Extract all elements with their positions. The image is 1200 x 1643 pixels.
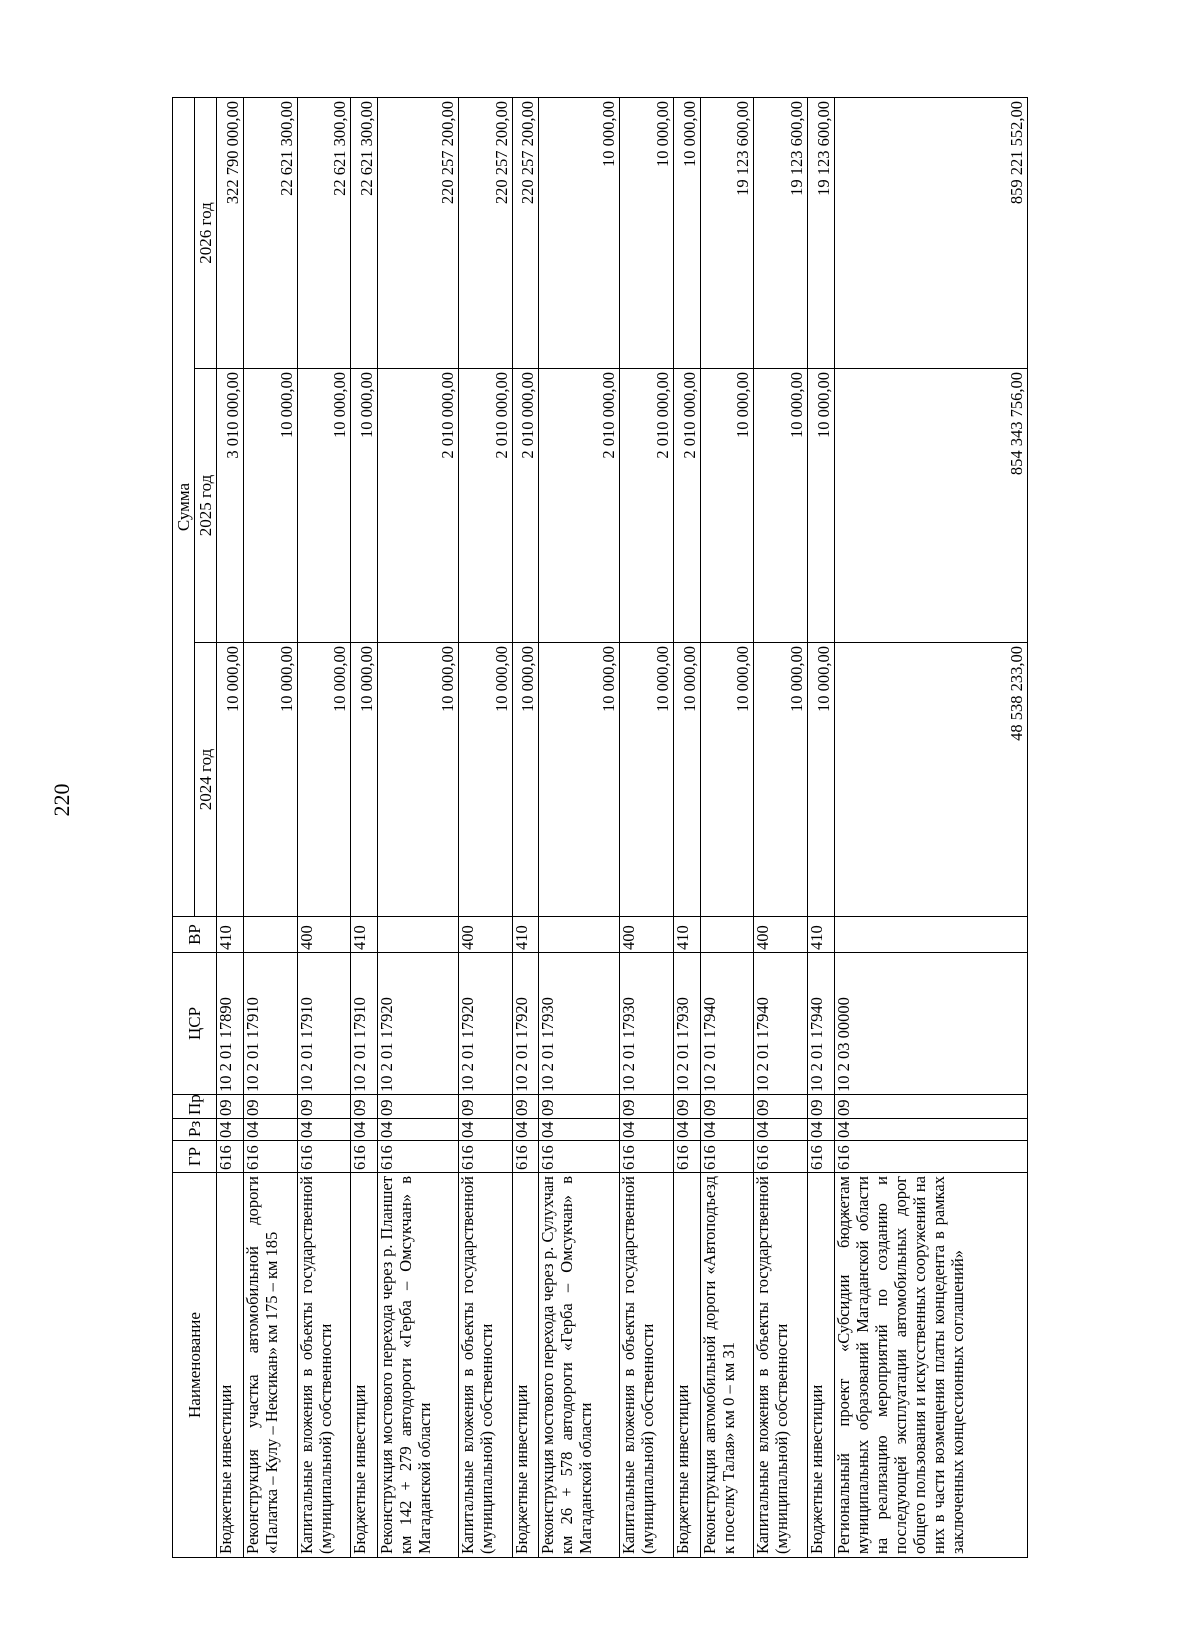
row-rz: 04 [378, 1119, 459, 1141]
row-2024: 10 000,00 [217, 643, 244, 917]
row-vr: 410 [512, 917, 539, 953]
row-2025: 2 010 000,00 [378, 369, 459, 643]
row-gr: 616 [351, 1141, 378, 1173]
row-gr: 616 [700, 1141, 754, 1173]
row-2025: 10 000,00 [754, 369, 808, 643]
row-name: Реконструкция мостового перехода через р. Планшет км 142 + 279 автодороги «Герба – Омсукчан» в Магаданской области [378, 1173, 459, 1558]
row-csr: 10 2 01 17910 [351, 953, 378, 1095]
row-rz: 04 [297, 1119, 351, 1141]
row-gr: 616 [297, 1141, 351, 1173]
row-rz: 04 [217, 1119, 244, 1141]
table-row [458, 97, 512, 1557]
table-row [834, 97, 1027, 1557]
row-name: Капитальные вложения в объекты государственной (муниципальной) собственности [620, 1173, 674, 1558]
row-csr: 10 2 01 17940 [754, 953, 808, 1095]
row-gr: 616 [458, 1141, 512, 1173]
row-csr: 10 2 01 17940 [808, 953, 835, 1095]
row-vr: 410 [351, 917, 378, 953]
header-gr: ГР [173, 1141, 217, 1173]
row-vr: 400 [297, 917, 351, 953]
row-2024: 10 000,00 [351, 643, 378, 917]
table-row [297, 97, 351, 1557]
row-vr: 400 [458, 917, 512, 953]
table-row [217, 97, 244, 1557]
rotated-table-container [172, 98, 1028, 1558]
header-name: Наименование [173, 1173, 217, 1558]
row-gr: 616 [243, 1141, 297, 1173]
row-vr: 400 [754, 917, 808, 953]
row-2024: 10 000,00 [539, 643, 620, 917]
row-name: Капитальные вложения в объекты государственной (муниципальной) собственности [458, 1173, 512, 1558]
row-csr: 10 2 01 17930 [539, 953, 620, 1095]
header-pr: Пр [173, 1095, 217, 1119]
row-rz: 04 [700, 1119, 754, 1141]
row-2025: 2 010 000,00 [620, 369, 674, 643]
row-csr: 10 2 01 17940 [700, 953, 754, 1095]
row-pr: 09 [351, 1095, 378, 1119]
row-2025: 10 000,00 [351, 369, 378, 643]
row-2026: 22 621 300,00 [243, 97, 297, 368]
row-pr: 09 [673, 1095, 700, 1119]
row-rz: 04 [673, 1119, 700, 1141]
header-csr: ЦСР [173, 953, 217, 1095]
row-csr: 10 2 01 17930 [673, 953, 700, 1095]
row-csr: 10 2 01 17920 [512, 953, 539, 1095]
row-2026: 220 257 200,00 [512, 97, 539, 368]
table-row [351, 97, 378, 1557]
row-name: Реконструкция автомобильной дороги «Автоподъезд к поселку Талая» км 0 – км 31 [700, 1173, 754, 1558]
table-row [539, 97, 620, 1557]
row-rz: 04 [512, 1119, 539, 1141]
row-2025: 10 000,00 [243, 369, 297, 643]
row-name: Реконструкция участка автомобильной дороги «Палатка – Кулу – Нексикан» км 175 – км 185 [243, 1173, 297, 1558]
row-vr [243, 917, 297, 953]
row-gr: 616 [754, 1141, 808, 1173]
page-number: 220 [49, 783, 74, 817]
row-csr: 10 2 01 17930 [620, 953, 674, 1095]
table-row [620, 97, 674, 1557]
header-rz: Рз [173, 1119, 217, 1141]
header-vr: ВР [173, 917, 217, 953]
table-row [378, 97, 459, 1557]
row-rz: 04 [834, 1119, 1027, 1141]
row-pr: 09 [539, 1095, 620, 1119]
row-2025: 2 010 000,00 [458, 369, 512, 643]
row-name: Региональный проект «Субсидии бюджетам муниципальных образований Магаданской области на реализацию мероприятий по созданию и последующей эксплуатации автомобильных дорог общего пользования и искусственных сооружений на них в части возмещения платы концедента в рамках заключенных концессионных соглашений» [834, 1173, 1027, 1558]
row-2024: 10 000,00 [754, 643, 808, 917]
row-pr: 09 [754, 1095, 808, 1119]
row-2024: 10 000,00 [512, 643, 539, 917]
row-rz: 04 [808, 1119, 835, 1141]
row-rz: 04 [351, 1119, 378, 1141]
row-pr: 09 [834, 1095, 1027, 1119]
row-name: Реконструкция мостового перехода через р. Сулухчан км 26 + 578 автодороги «Герба – Омсукчан» в Магаданской области [539, 1173, 620, 1558]
header-sum: Сумма [173, 97, 195, 916]
row-2026: 220 257 200,00 [378, 97, 459, 368]
row-2024: 10 000,00 [297, 643, 351, 917]
row-name: Бюджетные инвестиции [673, 1173, 700, 1558]
row-2026: 10 000,00 [673, 97, 700, 368]
row-name: Бюджетные инвестиции [512, 1173, 539, 1558]
row-gr: 616 [620, 1141, 674, 1173]
row-vr: 410 [217, 917, 244, 953]
row-2026: 220 257 200,00 [458, 97, 512, 368]
table-row [673, 97, 700, 1557]
row-pr: 09 [297, 1095, 351, 1119]
row-2024: 48 538 233,00 [834, 643, 1027, 917]
row-pr: 09 [808, 1095, 835, 1119]
table-row [754, 97, 808, 1557]
row-2026: 19 123 600,00 [700, 97, 754, 368]
row-2024: 10 000,00 [378, 643, 459, 917]
row-2024: 10 000,00 [673, 643, 700, 917]
row-2025: 10 000,00 [297, 369, 351, 643]
row-2026: 10 000,00 [539, 97, 620, 368]
table-row [512, 97, 539, 1557]
row-2025: 2 010 000,00 [539, 369, 620, 643]
row-2026: 859 221 552,00 [834, 97, 1027, 368]
row-csr: 10 2 03 00000 [834, 953, 1027, 1095]
row-pr: 09 [378, 1095, 459, 1119]
table-row [700, 97, 754, 1557]
row-rz: 04 [243, 1119, 297, 1141]
row-2024: 10 000,00 [620, 643, 674, 917]
row-vr [378, 917, 459, 953]
row-rz: 04 [458, 1119, 512, 1141]
row-2025: 10 000,00 [808, 369, 835, 643]
row-csr: 10 2 01 17920 [378, 953, 459, 1095]
row-name: Капитальные вложения в объекты государственной (муниципальной) собственности [754, 1173, 808, 1558]
row-pr: 09 [700, 1095, 754, 1119]
row-rz: 04 [620, 1119, 674, 1141]
row-pr: 09 [243, 1095, 297, 1119]
row-csr: 10 2 01 17910 [297, 953, 351, 1095]
row-vr [700, 917, 754, 953]
row-gr: 616 [512, 1141, 539, 1173]
row-2024: 10 000,00 [700, 643, 754, 917]
budget-table [172, 97, 1028, 1558]
row-pr: 09 [512, 1095, 539, 1119]
row-2025: 2 010 000,00 [673, 369, 700, 643]
row-gr: 616 [539, 1141, 620, 1173]
row-2025: 854 343 756,00 [834, 369, 1027, 643]
row-gr: 616 [217, 1141, 244, 1173]
row-gr: 616 [673, 1141, 700, 1173]
row-vr: 410 [808, 917, 835, 953]
row-2025: 10 000,00 [700, 369, 754, 643]
row-rz: 04 [754, 1119, 808, 1141]
row-name: Бюджетные инвестиции [217, 1173, 244, 1558]
row-gr: 616 [834, 1141, 1027, 1173]
row-csr: 10 2 01 17890 [217, 953, 244, 1095]
header-2025: 2025 год [195, 369, 217, 643]
row-csr: 10 2 01 17910 [243, 953, 297, 1095]
row-vr: 410 [673, 917, 700, 953]
row-2026: 322 790 000,00 [217, 97, 244, 368]
row-csr: 10 2 01 17920 [458, 953, 512, 1095]
row-pr: 09 [620, 1095, 674, 1119]
row-name: Бюджетные инвестиции [351, 1173, 378, 1558]
row-2026: 19 123 600,00 [754, 97, 808, 368]
row-vr [834, 917, 1027, 953]
row-name: Капитальные вложения в объекты государственной (муниципальной) собственности [297, 1173, 351, 1558]
row-2024: 10 000,00 [808, 643, 835, 917]
row-gr: 616 [808, 1141, 835, 1173]
table-row [243, 97, 297, 1557]
row-2026: 22 621 300,00 [351, 97, 378, 368]
row-2026: 10 000,00 [620, 97, 674, 368]
header-2026: 2026 год [195, 97, 217, 368]
row-pr: 09 [217, 1095, 244, 1119]
row-2025: 2 010 000,00 [512, 369, 539, 643]
row-name: Бюджетные инвестиции [808, 1173, 835, 1558]
row-2025: 3 010 000,00 [217, 369, 244, 643]
row-2026: 22 621 300,00 [297, 97, 351, 368]
header-2024: 2024 год [195, 643, 217, 917]
row-2024: 10 000,00 [458, 643, 512, 917]
row-rz: 04 [539, 1119, 620, 1141]
row-gr: 616 [378, 1141, 459, 1173]
table-row [808, 97, 835, 1557]
row-vr: 400 [620, 917, 674, 953]
row-2024: 10 000,00 [243, 643, 297, 917]
row-pr: 09 [458, 1095, 512, 1119]
row-2026: 19 123 600,00 [808, 97, 835, 368]
row-vr [539, 917, 620, 953]
